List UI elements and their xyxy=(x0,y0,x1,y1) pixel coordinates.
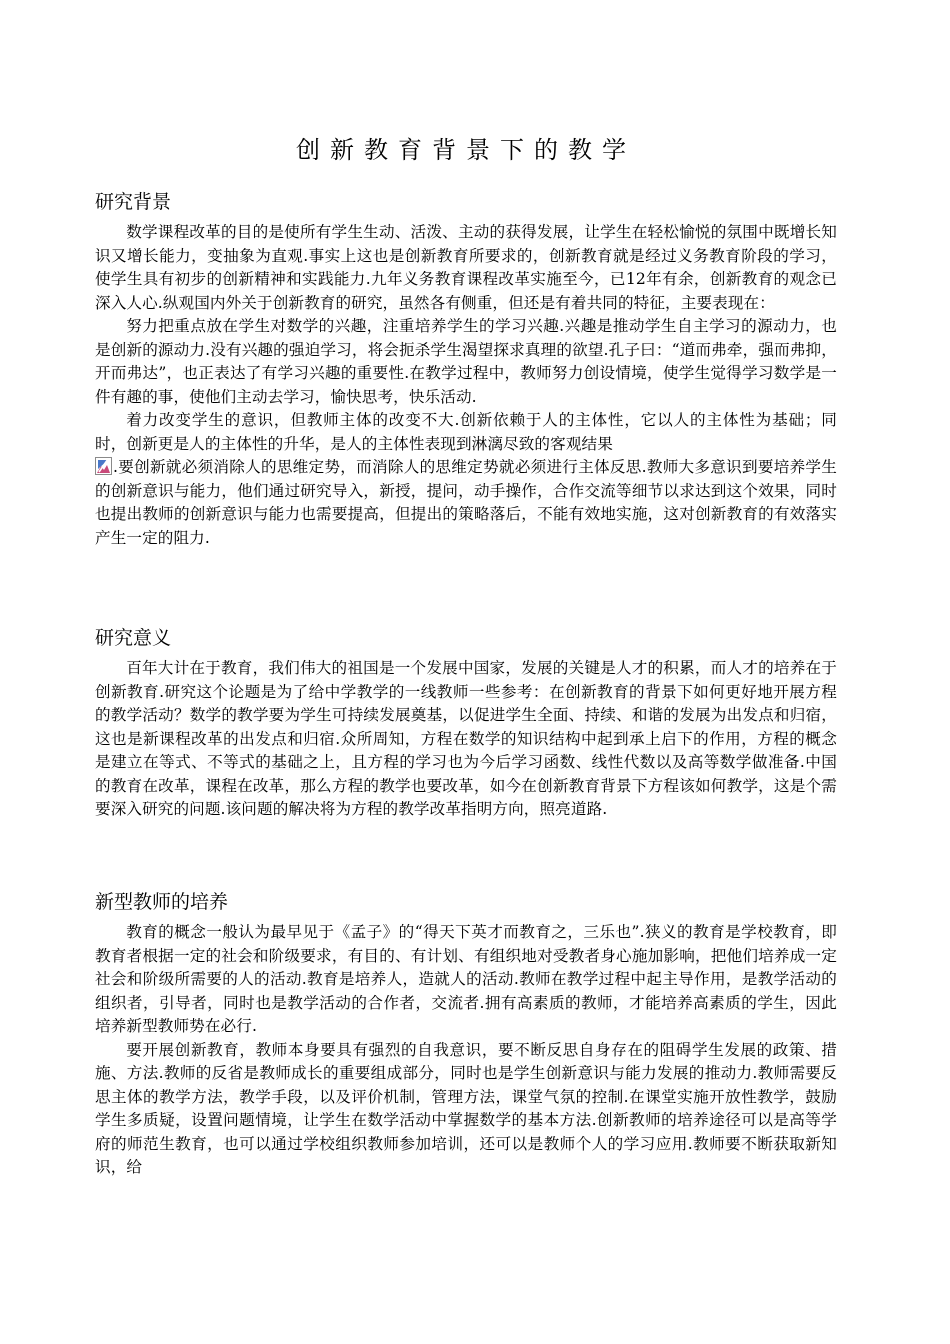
paragraph-continuation xyxy=(95,456,837,550)
section-heading: 研究背景 xyxy=(95,191,172,213)
paragraph: 要开展创新教育，教师本身要具有强烈的自我意识，要不断反思自身存在的阻碍学生发展的政策、措施、方法.教师的反省是教师成长的重要组成部分，同时也是学生创新意识与能力发展的推动力.教师需要反思主体的教学方法，教学手段，以及评价机制，管理方法，课堂气氛的控制.在课堂实施开放性教学，鼓励学生多质疑，设置问题情境，让学生在数学活动中掌握数学的基本方法.创新教师的培养途径可以是高等学府的师范生教育，也可以通过学校组织教师参加培训，还可以是教师个人的学习应用.教师要不断获取新知识，给 xyxy=(95,1040,837,1176)
paragraph: 努力把重点放在学生对数学的兴趣，注重培养学生的学习兴趣.兴趣是推动学生自主学习的源动力，也是创新的源动力.没有兴趣的强迫学习，将会扼杀学生渴望探求真理的欲望.孔子曰：“道而弗牵，强而弗抑，开而弗达”，也正表达了有学习兴趣的重要性.在教学过程中，教师努力创设情境，使学生觉得学习数学是一件有趣的事，使他们主动去学习，愉快思考，快乐活动. xyxy=(95,317,837,406)
paragraph: 教育的概念一般认为最早见于《孟子》的“得天下英才而教育之，三乐也”.狭义的教育是学校教育，即教育者根据一定的社会和阶级要求，有目的、有计划、有组织地对受教者身心施加影响，把他们培养成一定社会和阶级所需要的人的活动.教育是培养人，造就人的活动.教师在教学过程中起主导作用，是教学活动的组织者，引导者，同时也是教学活动的合作者，交流者.拥有高素质的教师，才能培养高素质的学生，因此培养新型教师势在必行. xyxy=(95,923,837,1035)
paragraph xyxy=(95,409,837,456)
section-new-teacher-training xyxy=(95,889,837,1180)
document-title: 创新教育背景下的教学 xyxy=(296,136,636,164)
section-research-background xyxy=(95,189,837,550)
paragraph-text: .要创新就必须消除人的思维定势，而消除人的思维定势就必须进行主体反思.教师大多意识到要培养学生的创新意识与能力，他们通过研究导入，新授，提问，动手操作，合作交流等细节以求达到这个效果，同时也提出教师的创新意识与能力也需要提高，但提出的策略落后，不能有效地实施，这对创新教育的有效落实产生一定的阻力. xyxy=(95,458,837,547)
paragraph: 百年大计在于教育，我们伟大的祖国是一个发展中国家，发展的关键是人才的积累，而人才的培养在于创新教育.研究这个论题是为了给中学教学的一线教师一些参考：在创新教育的背景下如何更好地开展方程的教学活动？数学的教学要为学生可持续发展奠基，以促进学生全面、持续、和谐的发展为出发点和归宿，这也是新课程改革的出发点和归宿.众所周知，方程在数学的知识结构中起到承上启下的作用，方程的概念是建立在等式、不等式的基础之上，且方程的学习也为今后学习函数、线性代数以及高等数学做准备.中国的教育在改革，课程在改革，那么方程的教学也要改革，如今在创新教育背景下方程该如何教学，这是个需要深入研究的问题.该问题的解决将为方程的教学改革指明方向，照亮道路. xyxy=(95,659,837,818)
paragraph: 数学课程改革的目的是使所有学生生动、活泼、主动的获得发展，让学生在轻松愉悦的氛围中既增长知识又增长能力，变抽象为直观.事实上这也是创新教育所要求的，创新教育就是经过义务教育阶段的学习，使学生具有初步的创新精神和实践能力.九年义务教育课程改革实施至今，已12年有余，创新教育的观念已深入人心.纵观国内外关于创新教育的研究，虽然各有侧重，但还是有着共同的特征，主要表现在： xyxy=(95,223,837,312)
section-heading: 研究意义 xyxy=(95,627,172,649)
section-heading: 新型教师的培养 xyxy=(95,891,229,913)
broken-image-icon xyxy=(95,457,112,475)
section-research-significance xyxy=(95,625,837,822)
paragraph-text: 着力改变学生的意识，但教师主体的改变不大.创新依赖于人的主体性，它以人的主体性为基础；同时，创新更是人的主体性的升华，是人的主体性表现到淋漓尽致的客观结果 xyxy=(95,411,837,453)
